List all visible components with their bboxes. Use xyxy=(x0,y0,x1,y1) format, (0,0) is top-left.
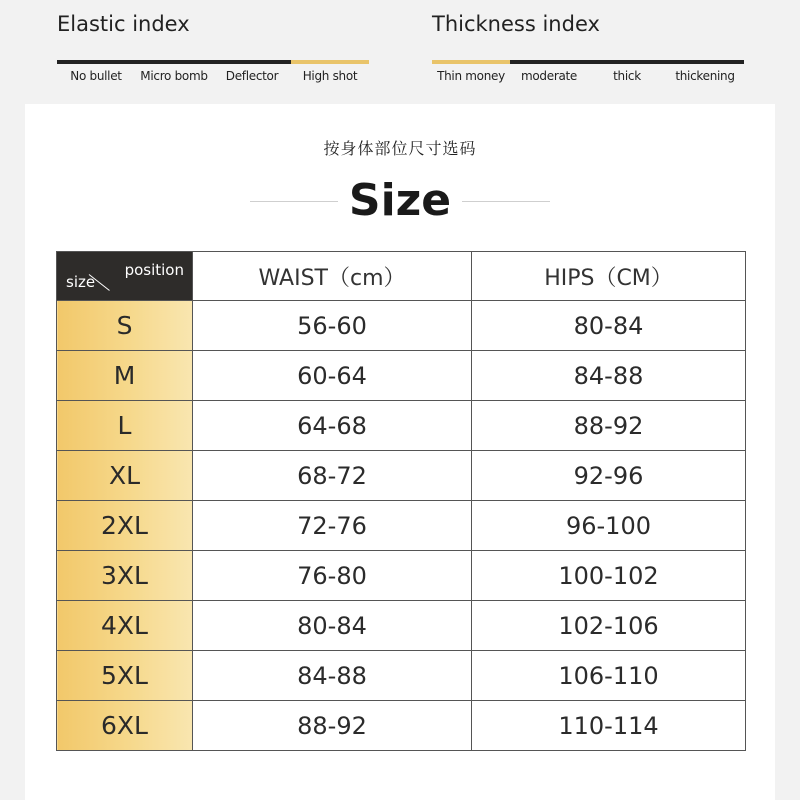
waist-cell: 60-64 xyxy=(193,351,472,401)
thickness-index-title: Thickness index xyxy=(432,12,600,36)
subtitle: 按身体部位尺寸选码 xyxy=(323,139,477,158)
waist-cell: 72-76 xyxy=(193,501,472,551)
table-row xyxy=(57,351,746,401)
thickness-label-thin-money: Thin money xyxy=(437,69,505,83)
corner-size-label: size xyxy=(66,273,96,291)
elastic-index-bar xyxy=(57,60,369,64)
waist-cell: 88-92 xyxy=(193,701,472,751)
hips-cell: 100-102 xyxy=(472,551,746,601)
page-title: Size xyxy=(348,175,452,226)
waist-cell: 64-68 xyxy=(193,401,472,451)
corner-position-label: position xyxy=(124,261,184,279)
waist-cell: 84-88 xyxy=(193,651,472,701)
size-cell: M xyxy=(57,351,193,401)
waist-cell: 68-72 xyxy=(193,451,472,501)
size-cell: 5XL xyxy=(57,651,193,701)
table-row xyxy=(57,301,746,351)
title-divider-right xyxy=(462,201,550,202)
hips-cell: 96-100 xyxy=(472,501,746,551)
hips-cell: 92-96 xyxy=(472,451,746,501)
thickness-index-bar xyxy=(432,60,744,64)
table-row xyxy=(57,451,746,501)
elastic-label-micro-bomb: Micro bomb xyxy=(140,69,208,83)
table-row xyxy=(57,551,746,601)
waist-cell: 56-60 xyxy=(193,301,472,351)
table-row xyxy=(57,701,746,751)
table-row xyxy=(57,601,746,651)
table-corner-cell xyxy=(57,252,193,301)
table-row xyxy=(57,651,746,701)
elastic-label-deflector: Deflector xyxy=(225,69,279,83)
thickness-label-thick: thick xyxy=(613,69,641,83)
hips-cell: 88-92 xyxy=(472,401,746,451)
hips-header: HIPS（CM） xyxy=(472,252,746,301)
size-table xyxy=(56,251,746,751)
elastic-label-no-bullet: No bullet xyxy=(70,69,122,83)
hips-cell: 106-110 xyxy=(472,651,746,701)
waist-cell: 80-84 xyxy=(193,601,472,651)
hips-cell: 102-106 xyxy=(472,601,746,651)
thickness-label-thickening: thickening xyxy=(675,69,735,83)
table-row xyxy=(57,501,746,551)
size-cell: 4XL xyxy=(57,601,193,651)
index-header xyxy=(0,0,800,104)
thickness-label-moderate: moderate xyxy=(520,69,578,83)
elastic-index-selected-marker xyxy=(291,60,369,64)
size-cell: 2XL xyxy=(57,501,193,551)
size-cell: XL xyxy=(57,451,193,501)
elastic-label-high-shot: High shot xyxy=(302,69,358,83)
hips-cell: 80-84 xyxy=(472,301,746,351)
size-cell: L xyxy=(57,401,193,451)
waist-header: WAIST（cm） xyxy=(193,252,472,301)
size-cell: 3XL xyxy=(57,551,193,601)
table-row xyxy=(57,401,746,451)
size-cell: 6XL xyxy=(57,701,193,751)
size-cell: S xyxy=(57,301,193,351)
hips-cell: 110-114 xyxy=(472,701,746,751)
elastic-index-title: Elastic index xyxy=(57,12,190,36)
waist-cell: 76-80 xyxy=(193,551,472,601)
hips-cell: 84-88 xyxy=(472,351,746,401)
thickness-index-selected-marker xyxy=(432,60,510,64)
table-header-row xyxy=(57,252,746,301)
